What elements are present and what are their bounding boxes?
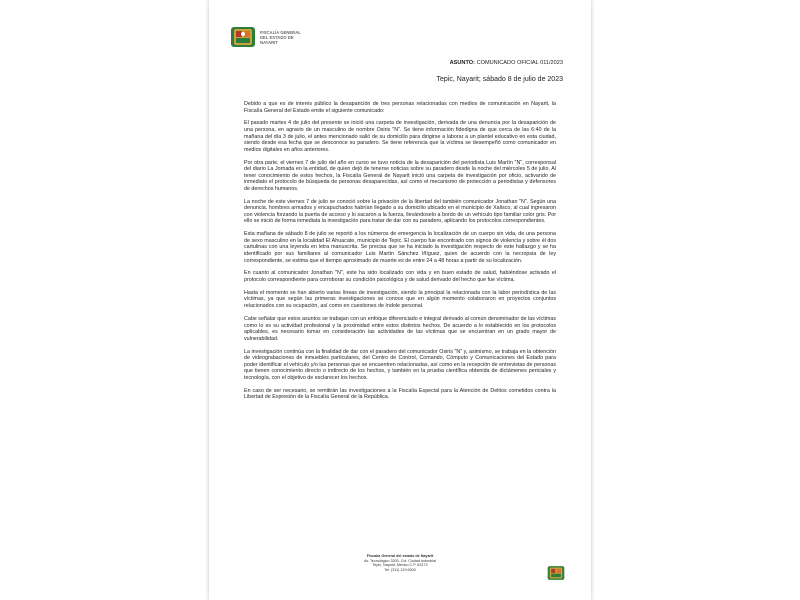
subject-value: COMUNICADO OFICIAL 011/2023: [476, 60, 563, 66]
paragraph: Esta mañana de sábado 8 de julio se reportó a los números de emergencia la localización de un cuerpo sin vida, de una persona de sexo masculino en la localidad El Ahuacate, municipio de Tepic. El cuerpo fue encontrado con signos de violencia y sobre él dos cartulinas con una leyenda en letra manuscrita. Se precisa que se ha iniciado la investigación respecto de este hallazgo y se ha identificado por sus familiares al comunicador Luis Martín Sánchez Iñíguez, quien de acuerdo con la necropsia de ley correspondiente, se estima que el tiempo aproximado de muerte es de entre 24 a 48 horas a partir de su localización.: [244, 231, 556, 264]
footer-logo: [547, 565, 565, 586]
footer-seal-icon: [547, 565, 565, 581]
paragraph: Debido a que es de interés público la desaparición de tres personas relacionadas con medios de comunicación en Nayarit, la Fiscalía General del Estado emite el siguiente comunicado:: [244, 101, 556, 114]
org-line-3: NAYARIT: [260, 39, 278, 45]
dateline: Tepic, Nayarit; sábado 8 de julio de 2023: [436, 76, 563, 83]
org-line-1: FISCALÍA GENERAL: [260, 29, 301, 35]
paragraph: El pasado martes 4 de julio del presente se inició una carpeta de investigación, derivada de una denuncia por la desaparición de una persona, en agravio de un masculino de nombre Osiris "N". Se tiene información fidedigna de que cerca de las 6:40 de la mañana del día 3 de julio, el antes mencionado salió de su domicilio para dirigirse a laborar a un plantel educativo en esta ciudad, siendo desde esa fecha que se desconoce su paradero. Se tiene referencia que la víctima se desempeñó como comunicador en medios digitales en años anteriores.: [244, 120, 556, 153]
paragraph: Hasta el momento se han abierto varias líneas de investigación, siendo la principal la relacionada con la labor periodística de las víctimas, ya que según las primeras investigaciones se conoce que en algún momento colaboraron en proyectos conjuntos relacionados con su ocupación, así como en cuestiones de índole personal.: [244, 289, 556, 310]
paragraph: En cuanto al comunicador Jonathan "N", este ha sido localizado con vida y en buen estado de salud, habiéndose activado el protocolo correspondiente para corroborar su condición psicológica y de salud derivado del hecho que fue víctima.: [244, 270, 556, 283]
footer-org-name: Fiscalía General del estado de Nayarit: [366, 554, 434, 558]
org-name: [260, 30, 301, 45]
paragraph: Por otra parte, el viernes 7 de julio del año en curso se tuvo noticia de la desaparición del periodista Luis Martín "N", corresponsal del diario La Jornada en la entidad, de quien dejó de tenerse noticias sobre su paradero desde la noche del miércoles 5 de julio. Al tener conocimiento de estos hechos, la Fiscalía General de Nayarit inició una carpeta de investigación por oficio, activando de inmediato el protocolo de búsqueda de personas desaparecidas, así como el mecanismo de protección a periodistas y defensores de derechos humanos.: [244, 159, 556, 192]
state-seal-icon: [230, 26, 256, 48]
paragraph: La investigación continúa con la finalidad de dar con el paradero del comunicador Osiris "N" y, asimismo, se trabaja en la obtención de videograbaciones de inmuebles particulares, del Centro de Control, Comando, Cómputo y Comunicaciones del Estado para poder identificar el vehículo y/o las personas que se encuentren relacionadas, así como en la recepción de entrevistas de personas que tienen conocimiento directo o indirecto de los hechos, y también en la prueba científica obtenida de dictámenes periciales y tecnología, con el objetivo de esclarecer los hechos.: [244, 348, 556, 381]
footer-address-1: Av. Tecnológico 3200, Col. Ciudad Industrial: [364, 558, 436, 563]
document-body: [244, 101, 556, 407]
footer: [340, 554, 460, 572]
footer-phone: Tel. (311) 129 6000: [384, 567, 416, 572]
header-logo: [230, 26, 301, 48]
subject-line: [450, 60, 563, 66]
paragraph: La noche de este viernes 7 de julio se conoció sobre la privación de la libertad del también comunicador Jonathan "N". Según una denuncia, hombres armados y encapuchados habrían llegado a su domicilio ubicado en el municipio de Xalisco, al cual ingresaron con violencia forzando la puerta de acceso y lo sacaron a la fuerza, llevándoselo a bordo de un vehículo tipo familiar color gris. Por ello se inició de forma inmediata la investigación para tratar de dar con su paradero, aplicando los protocolos correspondientes.: [244, 198, 556, 225]
footer-address-2: Tepic, Nayarit, México C.P. 63173: [372, 563, 428, 568]
paragraph: Cabe señalar que estos asuntos se trabajan con un enfoque diferenciado e integral derivado al común denominador de las víctimas como lo es su actividad profesional y la proximidad entre estos distintos hechos. De acuerdo a lo establecido en los protocolos aplicables, es necesario tomar en consideración las actividades de las víctimas que se encuentran en un grado mayor de vulnerabilidad.: [244, 315, 556, 342]
paragraph: En caso de ser necesario, se remitirán las investigaciones a la Fiscalía Especial para la Atención de Delitos cometidos contra la Libertad de Expresión de la Fiscalía General de la República.: [244, 387, 556, 401]
org-line-2: DEL ESTADO DE: [260, 34, 294, 40]
subject-label: ASUNTO:: [449, 60, 476, 66]
